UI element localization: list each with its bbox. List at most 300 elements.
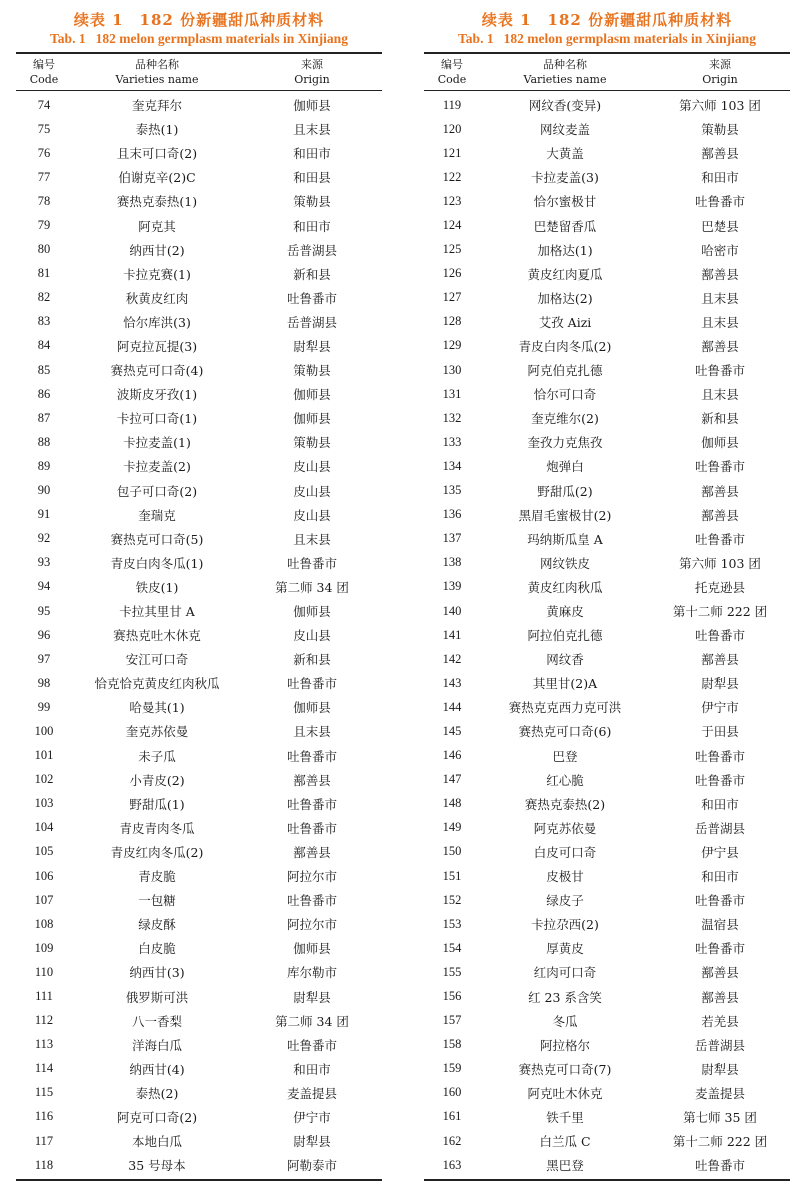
row-code: 150 bbox=[442, 844, 462, 859]
table-row bbox=[424, 1129, 790, 1153]
row-code: 104 bbox=[34, 820, 54, 835]
row-code: 75 bbox=[37, 121, 51, 136]
row-code: 84 bbox=[37, 338, 51, 353]
row-origin: 伊宁市 bbox=[293, 1109, 331, 1125]
row-variety-name: 加格达(2) bbox=[537, 290, 593, 306]
row-origin: 温宿县 bbox=[701, 917, 739, 933]
row-variety-name: 奎孜力克焦孜 bbox=[527, 435, 603, 451]
row-origin: 尉犁县 bbox=[701, 676, 739, 692]
table-row bbox=[16, 117, 382, 141]
row-code: 143 bbox=[442, 675, 462, 690]
row-code: 119 bbox=[442, 97, 462, 112]
row-code: 144 bbox=[442, 699, 462, 714]
row-code: 83 bbox=[37, 314, 51, 329]
row-origin: 岳普湖县 bbox=[286, 314, 337, 330]
row-code: 151 bbox=[442, 868, 462, 883]
row-origin: 吐鲁番市 bbox=[694, 748, 745, 764]
row-origin: 岳普湖县 bbox=[694, 820, 745, 836]
table-row bbox=[424, 912, 790, 936]
row-variety-name: 奎瑞克 bbox=[138, 507, 176, 523]
row-origin: 和田县 bbox=[293, 170, 331, 186]
table-row bbox=[16, 1081, 382, 1105]
row-code: 147 bbox=[442, 772, 462, 787]
row-origin: 尉犁县 bbox=[293, 989, 331, 1005]
row-variety-name: 伯谢克辛(2)C bbox=[118, 170, 196, 186]
row-origin: 皮山县 bbox=[293, 628, 331, 644]
table-row bbox=[424, 864, 790, 888]
row-variety-name: 其里甘(2)A bbox=[532, 676, 598, 692]
table-row bbox=[424, 840, 790, 864]
row-variety-name: 恰尔蜜极甘 bbox=[533, 194, 597, 210]
row-origin: 且末县 bbox=[701, 314, 739, 330]
bottom-rule bbox=[424, 1179, 790, 1181]
header-name bbox=[480, 57, 650, 87]
table-row bbox=[424, 960, 790, 984]
row-variety-name: 卡拉麦盖(1) bbox=[123, 435, 191, 451]
table-left bbox=[16, 10, 382, 1181]
row-code: 162 bbox=[442, 1133, 462, 1148]
table-row bbox=[424, 454, 790, 478]
row-variety-name: 赛热克克西力克可洪 bbox=[508, 700, 622, 716]
row-variety-name: 野甜瓜(2) bbox=[537, 483, 593, 499]
row-code: 98 bbox=[37, 675, 51, 690]
table-row bbox=[16, 671, 382, 695]
header-code-cn: 编号 bbox=[441, 58, 463, 71]
row-code: 146 bbox=[442, 748, 462, 763]
row-code: 133 bbox=[442, 434, 462, 449]
table-title-cn: 续表 1 182 份新疆甜瓜种质材料 bbox=[481, 11, 733, 29]
row-origin: 鄯善县 bbox=[701, 652, 739, 668]
row-code: 77 bbox=[37, 169, 51, 184]
table-row bbox=[424, 165, 790, 189]
row-code: 96 bbox=[37, 627, 51, 642]
row-variety-name: 阿拉格尔 bbox=[539, 1037, 590, 1053]
row-origin: 吐鲁番市 bbox=[694, 941, 745, 957]
table-row bbox=[424, 527, 790, 551]
row-code: 155 bbox=[442, 964, 462, 979]
row-code: 113 bbox=[34, 1037, 54, 1052]
row-code: 76 bbox=[37, 145, 51, 160]
row-variety-name: 俄罗斯可洪 bbox=[125, 989, 189, 1005]
table-row bbox=[424, 117, 790, 141]
header-origin-en: Origin bbox=[702, 73, 738, 86]
row-origin: 麦盖提县 bbox=[694, 1085, 745, 1101]
table-row bbox=[424, 816, 790, 840]
row-variety-name: 卡拉麦盖(2) bbox=[123, 459, 191, 475]
table-row bbox=[16, 262, 382, 286]
table-row bbox=[16, 1105, 382, 1129]
row-variety-name: 波斯皮牙孜(1) bbox=[116, 387, 198, 403]
row-origin: 尉犁县 bbox=[701, 1061, 739, 1077]
row-variety-name: 皮极甘 bbox=[546, 869, 584, 885]
row-origin: 巴楚县 bbox=[701, 218, 739, 234]
row-origin: 哈密市 bbox=[701, 242, 739, 258]
row-variety-name: 绿皮子 bbox=[546, 893, 584, 909]
table-row bbox=[424, 141, 790, 165]
table-row bbox=[424, 599, 790, 623]
row-variety-name: 黄皮红肉夏瓜 bbox=[527, 266, 603, 282]
table-row bbox=[424, 719, 790, 743]
row-variety-name: 赛热克可口奇(4) bbox=[110, 363, 204, 379]
table-row bbox=[16, 623, 382, 647]
row-code: 94 bbox=[37, 579, 51, 594]
header-name-cn: 品种名称 bbox=[543, 58, 587, 71]
row-variety-name: 卡拉其里甘 A bbox=[119, 604, 195, 620]
row-origin: 第六师 103 团 bbox=[679, 555, 761, 571]
row-variety-name: 奎克苏依曼 bbox=[125, 724, 189, 740]
row-variety-name: 黑巴登 bbox=[546, 1158, 584, 1174]
table-row bbox=[16, 503, 382, 527]
table-row bbox=[424, 695, 790, 719]
table-row bbox=[16, 141, 382, 165]
table-row bbox=[16, 792, 382, 816]
row-origin: 若羌县 bbox=[701, 1013, 739, 1029]
row-variety-name: 白皮脆 bbox=[138, 941, 176, 957]
row-code: 92 bbox=[37, 531, 51, 546]
row-variety-name: 青皮脆 bbox=[138, 869, 176, 885]
row-code: 107 bbox=[34, 892, 54, 907]
row-origin: 鄯善县 bbox=[701, 507, 739, 523]
row-code: 87 bbox=[37, 410, 51, 425]
row-origin: 且末县 bbox=[701, 387, 739, 403]
row-variety-name: 秋黄皮红肉 bbox=[125, 290, 189, 306]
row-origin: 阿勒泰市 bbox=[286, 1158, 337, 1174]
row-variety-name: 网纹麦盖 bbox=[539, 122, 590, 138]
row-code: 93 bbox=[37, 555, 51, 570]
row-code: 152 bbox=[442, 892, 462, 907]
row-code: 161 bbox=[442, 1109, 462, 1124]
table-row bbox=[16, 358, 382, 382]
row-origin: 岳普湖县 bbox=[286, 242, 337, 258]
row-origin: 库尔勒市 bbox=[286, 965, 337, 981]
row-origin: 吐鲁番市 bbox=[694, 363, 745, 379]
row-code: 99 bbox=[37, 699, 51, 714]
row-code: 141 bbox=[442, 627, 462, 642]
row-variety-name: 赛热克泰热(2) bbox=[524, 796, 606, 812]
table-row bbox=[16, 744, 382, 768]
row-code: 127 bbox=[442, 290, 462, 305]
table-row bbox=[16, 454, 382, 478]
row-code: 88 bbox=[37, 434, 51, 449]
table-row bbox=[16, 213, 382, 237]
table-row bbox=[16, 1057, 382, 1081]
header-origin-cn: 来源 bbox=[301, 58, 323, 71]
table-row bbox=[16, 551, 382, 575]
table-row bbox=[16, 912, 382, 936]
row-code: 156 bbox=[442, 989, 462, 1004]
row-origin: 伊宁县 bbox=[701, 844, 739, 860]
row-origin: 和田市 bbox=[293, 218, 331, 234]
row-variety-name: 青皮红肉冬瓜(2) bbox=[110, 844, 204, 860]
row-origin: 吐鲁番市 bbox=[694, 893, 745, 909]
header-origin bbox=[650, 57, 790, 87]
row-code: 139 bbox=[442, 579, 462, 594]
table-title-en-text: 182 melon germplasm materials in Xinjiang bbox=[503, 31, 756, 46]
row-code: 91 bbox=[37, 507, 51, 522]
row-variety-name: 卡拉可口奇(1) bbox=[116, 411, 198, 427]
row-variety-name: 阿克拉瓦提(3) bbox=[116, 338, 198, 354]
row-origin: 和田市 bbox=[293, 1061, 331, 1077]
row-code: 125 bbox=[442, 242, 462, 257]
table-row bbox=[16, 1153, 382, 1177]
row-origin: 和田市 bbox=[701, 869, 739, 885]
row-variety-name: 未子瓜 bbox=[138, 748, 176, 764]
row-code: 112 bbox=[34, 1013, 54, 1028]
header-origin-en: Origin bbox=[294, 73, 330, 86]
table-title-en bbox=[16, 30, 382, 48]
table-row bbox=[424, 1033, 790, 1057]
row-origin: 鄯善县 bbox=[701, 146, 739, 162]
row-origin: 吐鲁番市 bbox=[694, 1158, 745, 1174]
table-row bbox=[16, 864, 382, 888]
table-row bbox=[424, 551, 790, 575]
row-variety-name: 卡拉克赛(1) bbox=[123, 266, 191, 282]
row-variety-name: 恰克恰克黄皮红肉秋瓜 bbox=[94, 676, 220, 692]
row-variety-name: 包子可口奇(2) bbox=[116, 483, 198, 499]
row-variety-name: 卡拉尕西(2) bbox=[531, 917, 599, 933]
table-title-en bbox=[424, 30, 790, 48]
table-row bbox=[424, 984, 790, 1008]
row-variety-name: 阿克苏依曼 bbox=[533, 820, 597, 836]
header-code bbox=[16, 57, 72, 87]
row-variety-name: 泰热(2) bbox=[135, 1085, 179, 1101]
table-row bbox=[424, 647, 790, 671]
table-row bbox=[424, 1009, 790, 1033]
row-origin: 第十二师 222 团 bbox=[672, 1134, 768, 1150]
row-variety-name: 奎克维尔(2) bbox=[531, 411, 599, 427]
row-variety-name: 且末可口奇(2) bbox=[116, 146, 198, 162]
row-origin: 吐鲁番市 bbox=[694, 628, 745, 644]
row-origin: 吐鲁番市 bbox=[286, 748, 337, 764]
table-row bbox=[16, 93, 382, 117]
row-code: 79 bbox=[37, 218, 51, 233]
row-variety-name: 网纹香 bbox=[546, 652, 584, 668]
row-variety-name: 红肉可口奇 bbox=[533, 965, 597, 981]
header-name bbox=[72, 57, 242, 87]
table-row bbox=[16, 768, 382, 792]
header-code-cn: 编号 bbox=[33, 58, 55, 71]
table-row bbox=[16, 165, 382, 189]
table-row bbox=[16, 382, 382, 406]
row-origin: 伽师县 bbox=[701, 435, 739, 451]
row-code: 129 bbox=[442, 338, 462, 353]
row-origin: 且末县 bbox=[293, 724, 331, 740]
table-row bbox=[424, 1057, 790, 1081]
table-row bbox=[424, 286, 790, 310]
row-origin: 第七师 35 团 bbox=[683, 1109, 757, 1125]
row-variety-name: 纳西甘(3) bbox=[129, 965, 185, 981]
row-origin: 鄯善县 bbox=[293, 772, 331, 788]
table-row bbox=[16, 816, 382, 840]
row-code: 111 bbox=[35, 989, 53, 1004]
row-origin: 伽师县 bbox=[293, 700, 331, 716]
row-origin: 第二师 34 团 bbox=[275, 579, 349, 595]
table-row bbox=[16, 647, 382, 671]
row-code: 120 bbox=[442, 121, 462, 136]
row-code: 114 bbox=[34, 1061, 54, 1076]
table-row bbox=[424, 503, 790, 527]
row-origin: 和田市 bbox=[701, 796, 739, 812]
row-code: 115 bbox=[34, 1085, 54, 1100]
row-variety-name: 铁千里 bbox=[546, 1109, 584, 1125]
row-code: 135 bbox=[442, 483, 462, 498]
row-code: 102 bbox=[34, 772, 54, 787]
row-variety-name: 纳西甘(2) bbox=[129, 242, 185, 258]
row-variety-name: 白兰瓜 C bbox=[539, 1134, 591, 1150]
row-code: 86 bbox=[37, 386, 51, 401]
row-code: 108 bbox=[34, 916, 54, 931]
row-origin: 吐鲁番市 bbox=[694, 459, 745, 475]
row-variety-name: 小青皮(2) bbox=[129, 772, 185, 788]
table-row bbox=[424, 334, 790, 358]
row-variety-name: 铁皮(1) bbox=[135, 579, 179, 595]
row-origin: 吐鲁番市 bbox=[286, 555, 337, 571]
row-origin: 鄯善县 bbox=[701, 266, 739, 282]
table-row bbox=[424, 189, 790, 213]
row-origin: 且末县 bbox=[701, 290, 739, 306]
row-code: 85 bbox=[37, 362, 51, 377]
row-code: 128 bbox=[442, 314, 462, 329]
row-code: 81 bbox=[37, 266, 51, 281]
table-row bbox=[16, 238, 382, 262]
row-origin: 鄯善县 bbox=[701, 989, 739, 1005]
row-code: 95 bbox=[37, 603, 51, 618]
row-origin: 策勒县 bbox=[293, 435, 331, 451]
row-code: 103 bbox=[34, 796, 54, 811]
row-code: 148 bbox=[442, 796, 462, 811]
row-variety-name: 35 号母本 bbox=[128, 1158, 186, 1174]
row-origin: 尉犁县 bbox=[293, 1134, 331, 1150]
row-code: 122 bbox=[442, 169, 462, 184]
row-origin: 第六师 103 团 bbox=[679, 98, 761, 114]
row-code: 117 bbox=[34, 1133, 54, 1148]
row-origin: 阿拉尔市 bbox=[286, 917, 337, 933]
row-variety-name: 赛热克可口奇(5) bbox=[110, 531, 204, 547]
row-origin: 吐鲁番市 bbox=[694, 772, 745, 788]
header-code-en: Code bbox=[29, 73, 59, 86]
row-origin: 皮山县 bbox=[293, 483, 331, 499]
table-row bbox=[16, 527, 382, 551]
row-code: 138 bbox=[442, 555, 462, 570]
row-code: 131 bbox=[442, 386, 462, 401]
row-origin: 鄯善县 bbox=[701, 338, 739, 354]
row-variety-name: 泰热(1) bbox=[135, 122, 179, 138]
table-row bbox=[16, 406, 382, 430]
row-origin: 第十二师 222 团 bbox=[672, 604, 768, 620]
row-variety-name: 炮弹白 bbox=[546, 459, 584, 475]
row-variety-name: 红心脆 bbox=[546, 772, 584, 788]
row-origin: 吐鲁番市 bbox=[286, 1037, 337, 1053]
table-row bbox=[16, 189, 382, 213]
row-code: 105 bbox=[34, 844, 54, 859]
row-variety-name: 青皮白肉冬瓜(1) bbox=[110, 555, 204, 571]
table-row bbox=[16, 960, 382, 984]
row-origin: 新和县 bbox=[293, 652, 331, 668]
row-variety-name: 奎克拜尔 bbox=[131, 98, 182, 114]
row-origin: 新和县 bbox=[701, 411, 739, 427]
row-code: 100 bbox=[34, 723, 54, 738]
row-variety-name: 本地白瓜 bbox=[131, 1134, 182, 1150]
table-row bbox=[424, 1153, 790, 1177]
row-origin: 和田市 bbox=[701, 170, 739, 186]
row-origin: 吐鲁番市 bbox=[286, 893, 337, 909]
row-variety-name: 红 23 系含笑 bbox=[528, 989, 602, 1005]
row-variety-name: 黑眉毛蜜极甘(2) bbox=[518, 507, 612, 523]
table-row bbox=[16, 1033, 382, 1057]
row-code: 123 bbox=[442, 193, 462, 208]
row-origin: 且末县 bbox=[293, 122, 331, 138]
row-code: 82 bbox=[37, 290, 51, 305]
table-row bbox=[16, 840, 382, 864]
row-variety-name: 阿拉伯克扎德 bbox=[527, 628, 603, 644]
row-origin: 策勒县 bbox=[701, 122, 739, 138]
row-origin: 策勒县 bbox=[293, 363, 331, 379]
table-row bbox=[16, 984, 382, 1008]
bottom-rule bbox=[16, 1179, 382, 1181]
row-code: 153 bbox=[442, 916, 462, 931]
table-row bbox=[424, 213, 790, 237]
row-variety-name: 一包糖 bbox=[138, 893, 176, 909]
row-variety-name: 加格达(1) bbox=[537, 242, 593, 258]
table-row bbox=[424, 744, 790, 768]
row-code: 145 bbox=[442, 723, 462, 738]
row-variety-name: 阿克可口奇(2) bbox=[116, 1109, 198, 1125]
row-variety-name: 玛纳斯瓜皇 A bbox=[527, 531, 603, 547]
row-origin: 策勒县 bbox=[293, 194, 331, 210]
table-row bbox=[424, 358, 790, 382]
row-variety-name: 赛热克泰热(1) bbox=[116, 194, 198, 210]
row-origin: 托克逊县 bbox=[694, 579, 745, 595]
row-variety-name: 安江可口奇 bbox=[125, 652, 189, 668]
row-code: 106 bbox=[34, 868, 54, 883]
row-code: 142 bbox=[442, 651, 462, 666]
row-variety-name: 哈曼其(1) bbox=[129, 700, 185, 716]
row-origin: 岳普湖县 bbox=[694, 1037, 745, 1053]
row-variety-name: 网纹铁皮 bbox=[539, 555, 590, 571]
header-code bbox=[424, 57, 480, 87]
table-row bbox=[424, 575, 790, 599]
row-variety-name: 巴登 bbox=[552, 748, 578, 764]
row-variety-name: 大黄盖 bbox=[546, 146, 584, 162]
row-code: 130 bbox=[442, 362, 462, 377]
header-origin bbox=[242, 57, 382, 87]
row-origin: 鄯善县 bbox=[701, 965, 739, 981]
row-code: 78 bbox=[37, 193, 51, 208]
row-variety-name: 赛热克吐木休克 bbox=[113, 628, 201, 644]
table-row bbox=[16, 695, 382, 719]
row-origin: 麦盖提县 bbox=[286, 1085, 337, 1101]
table-row bbox=[424, 406, 790, 430]
row-variety-name: 阿克伯克扎德 bbox=[527, 363, 603, 379]
row-origin: 伽师县 bbox=[293, 411, 331, 427]
row-origin: 吐鲁番市 bbox=[694, 194, 745, 210]
row-origin: 新和县 bbox=[293, 266, 331, 282]
table-row bbox=[424, 1105, 790, 1129]
table-body bbox=[424, 91, 790, 1179]
row-code: 137 bbox=[442, 531, 462, 546]
row-code: 80 bbox=[37, 242, 51, 257]
row-variety-name: 赛热克可口奇(6) bbox=[518, 724, 612, 740]
table-title-en-text: 182 melon germplasm materials in Xinjiang bbox=[95, 31, 348, 46]
row-origin: 皮山县 bbox=[293, 459, 331, 475]
row-origin: 伽师县 bbox=[293, 604, 331, 620]
row-origin: 吐鲁番市 bbox=[286, 676, 337, 692]
table-right bbox=[424, 10, 790, 1181]
row-variety-name: 黄麻皮 bbox=[546, 604, 584, 620]
table-row bbox=[16, 334, 382, 358]
row-origin: 和田市 bbox=[293, 146, 331, 162]
row-code: 126 bbox=[442, 266, 462, 281]
